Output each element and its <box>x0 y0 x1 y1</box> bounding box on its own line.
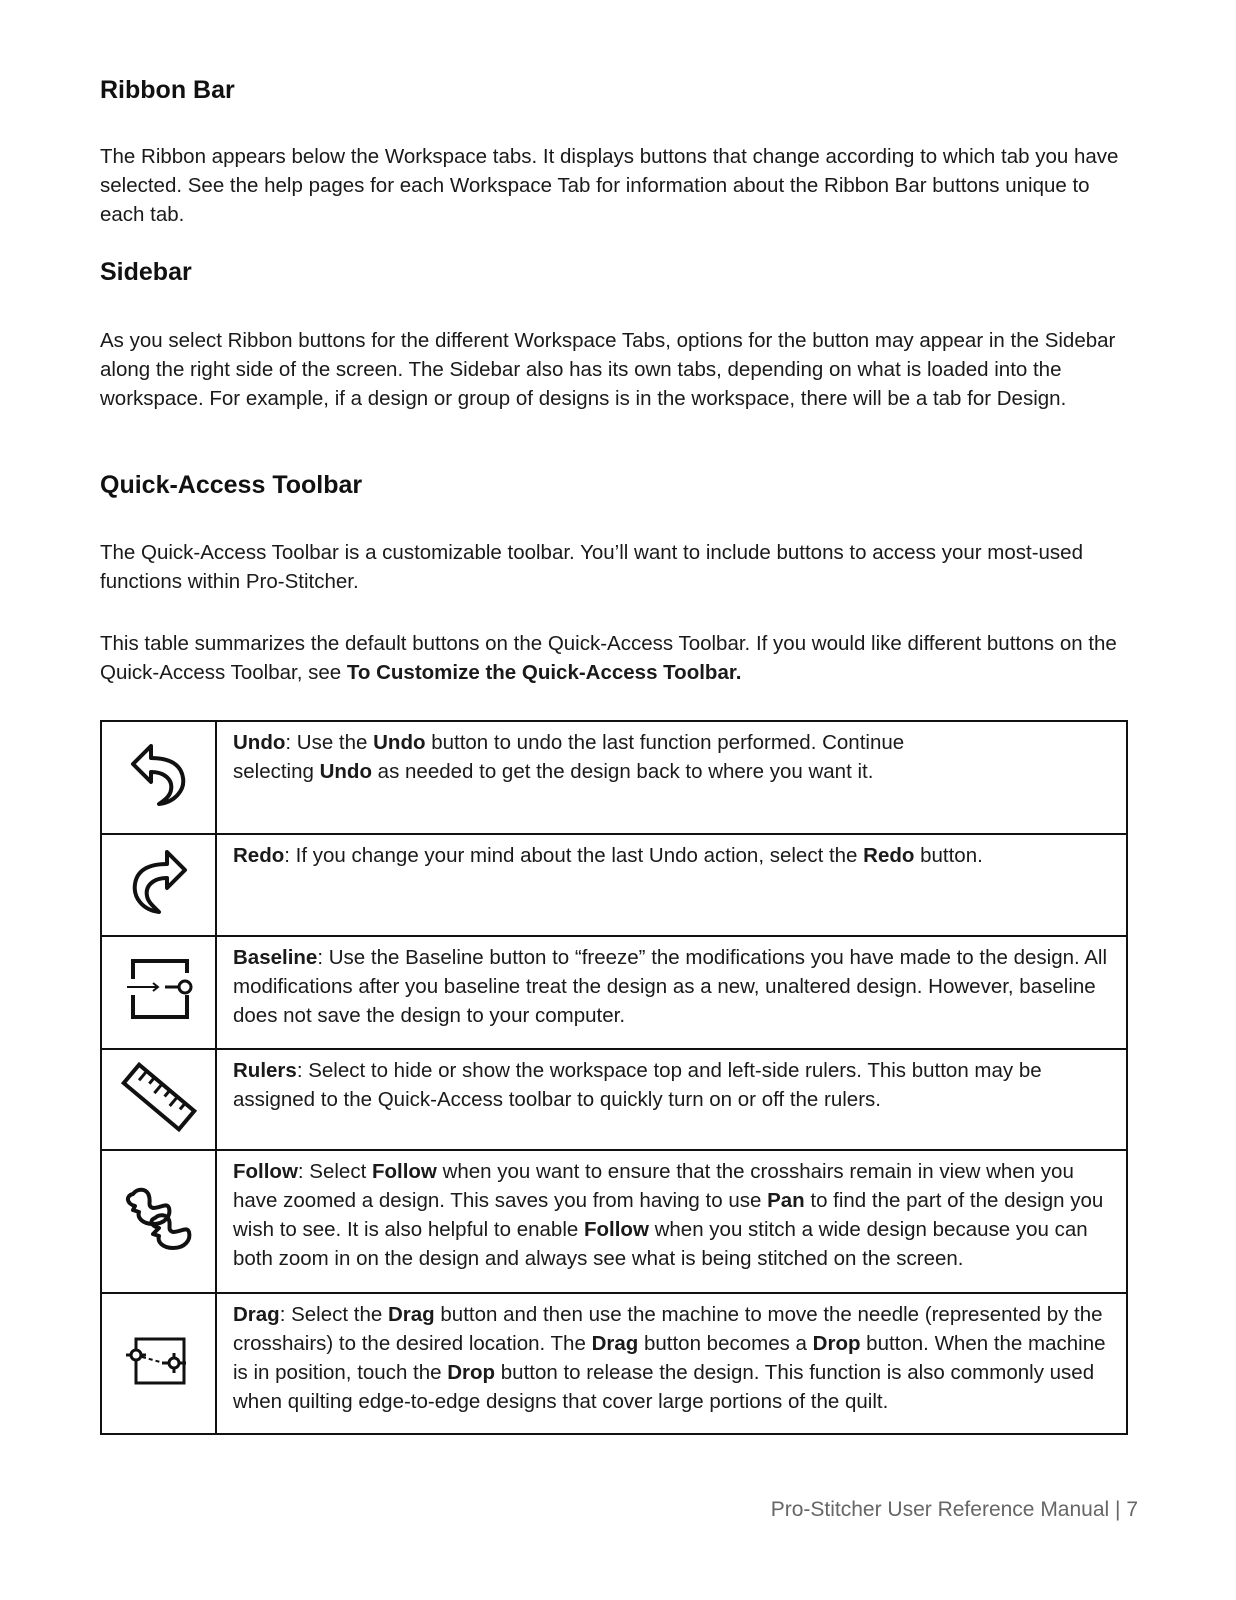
description-text: : Select the <box>279 1303 388 1326</box>
button-name: Undo <box>319 760 372 783</box>
undo-icon <box>127 740 191 815</box>
ribbon-bar-paragraph: The Ribbon appears below the Workspace tabs. It displays buttons that change according to which tab you have selected. See the help pages for each Workspace Tab for information about the Ribbon Bar buttons unique to each tab. <box>100 145 1119 226</box>
button-name: Redo <box>863 844 915 867</box>
description-text: button and then use the machine to move the needle (represented by the crosshairs) to the desired location. The <box>233 1303 1103 1355</box>
redo-icon <box>127 848 191 923</box>
description-text: button to undo the last function performed. Continue <box>425 731 905 754</box>
table-row <box>101 721 1127 834</box>
button-name: Rulers <box>233 1059 297 1082</box>
description-text: : Use the <box>285 731 374 754</box>
description-text: : Select to hide or show the workspace top and left-side rulers. This button may be assigned to the Quick-Access toolbar to quickly turn on or off the rulers. <box>233 1059 1042 1111</box>
icon-cell <box>101 1293 216 1434</box>
table-row <box>101 1150 1127 1293</box>
icon-cell <box>101 1150 216 1293</box>
description-text: : If you change your mind about the last Undo action, select the <box>284 844 864 867</box>
quick-access-toolbar-heading: Quick-Access Toolbar <box>100 471 363 499</box>
description-text: button becomes a <box>638 1332 813 1355</box>
button-name: Follow <box>583 1218 649 1241</box>
description-text: button. <box>914 844 983 867</box>
icon-cell <box>101 1049 216 1150</box>
button-name: Follow <box>371 1160 437 1183</box>
table-row <box>101 1293 1127 1434</box>
button-name: Undo <box>373 731 426 754</box>
quick-access-toolbar-paragraph-1: The Quick-Access Toolbar is a customizable toolbar. You’ll want to include buttons to access your most-used functions within Pro-Stitcher. <box>100 541 1083 593</box>
icon-cell <box>101 834 216 936</box>
description-text: when you stitch a wide design because you can both zoom in on the design and always see what is being stitched on the screen. <box>233 1218 1088 1270</box>
customize-toolbar-reference: To Customize the Quick-Access Toolbar. <box>346 661 742 684</box>
table-row <box>101 834 1127 936</box>
drag-icon <box>124 1333 194 1394</box>
description-text: selecting <box>233 760 320 783</box>
follow-description <box>216 1150 1127 1293</box>
description-text: when you want to ensure that the crosshairs remain in view when you have zoomed a design. This saves you from having to use <box>233 1160 1074 1212</box>
sidebar-heading: Sidebar <box>100 258 192 286</box>
ruler-icon <box>119 1059 199 1140</box>
drag-description <box>216 1293 1127 1434</box>
icon-cell <box>101 721 216 834</box>
rulers-description <box>216 1049 1127 1150</box>
button-name: Baseline <box>233 946 318 969</box>
description-text: to find the part of the design you wish to see. It is also helpful to enable <box>233 1189 1104 1241</box>
button-name: Redo <box>233 844 285 867</box>
quick-access-toolbar-paragraph-2 <box>100 629 1136 687</box>
baseline-description <box>216 936 1127 1049</box>
sidebar-paragraph: As you select Ribbon buttons for the different Workspace Tabs, options for the button may appear in the Sidebar along the right side of the screen. The Sidebar also has its own tabs, depending on what is loaded into the workspace. For example, if a design or group of designs is in the workspace, there will be a tab for Design. <box>100 329 1116 410</box>
button-name: Drag <box>591 1332 639 1355</box>
page-footer: Pro-Stitcher User Reference Manual | 7 <box>770 1498 1138 1521</box>
follow-duck-icon <box>121 1184 197 1259</box>
redo-description <box>216 834 1127 936</box>
description-text: button to release the design. This function is also commonly used when quilting edge-to-edge designs that cover large portions of the quilt. <box>233 1361 1095 1413</box>
description-text: : Select <box>297 1160 372 1183</box>
quick-access-buttons-table <box>100 720 1128 1435</box>
button-name: Drag <box>387 1303 435 1326</box>
description-text: button. When the machine is in position, touch the <box>233 1332 1106 1384</box>
button-name: Drop <box>812 1332 861 1355</box>
button-name: Drag <box>233 1303 280 1326</box>
description-text: as needed to get the design back to where you want it. <box>371 760 874 783</box>
button-name: Undo <box>233 731 286 754</box>
baseline-icon <box>123 955 195 1030</box>
button-name: Pan <box>767 1189 805 1212</box>
button-name: Follow <box>233 1160 298 1183</box>
table-row <box>101 936 1127 1049</box>
icon-cell <box>101 936 216 1049</box>
ribbon-bar-heading: Ribbon Bar <box>100 76 235 104</box>
button-name: Drop <box>447 1361 496 1384</box>
description-text: : Use the Baseline button to “freeze” the modifications you have made to the design. All modifications after you baseline treat the design as a new, unaltered design. However, baseline does not save the design to your computer. <box>233 946 1108 1027</box>
table-row <box>101 1049 1127 1150</box>
paragraph-text: This table summarizes the default buttons on the Quick-Access Toolbar. If you would like different buttons on the Quick-Access Toolbar, see <box>100 632 1117 684</box>
undo-description <box>216 721 1127 834</box>
